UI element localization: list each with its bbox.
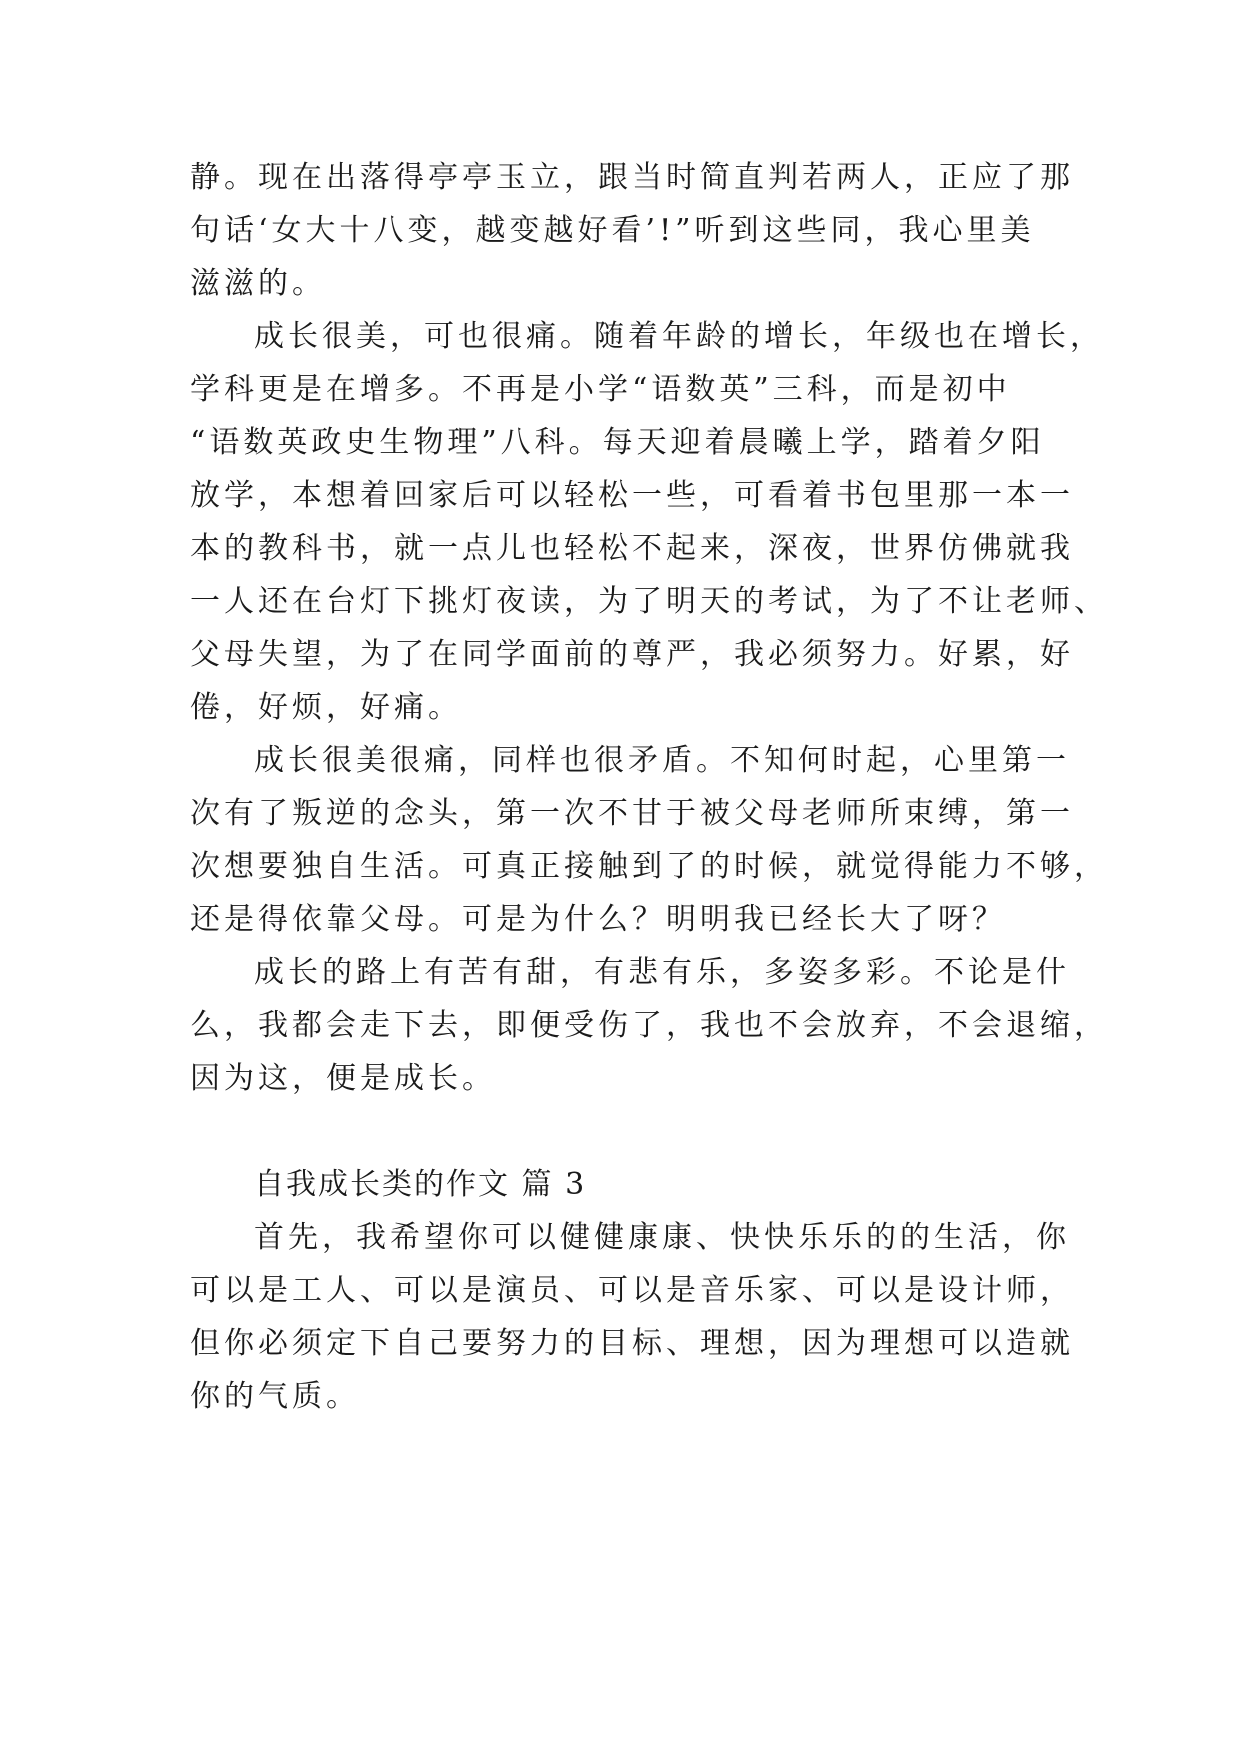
paragraph-3-line-3: 次想要独自生活。可真正接触到了的时候，就觉得能力不够， xyxy=(190,849,1108,884)
paragraph-1-line-1: 静。现在出落得亭亭玉立，跟当时简直判若两人，正应了那 xyxy=(190,160,1074,195)
paragraph-4-line-3: 因为这，便是成长。 xyxy=(190,1061,496,1096)
paragraph-2-line-3: “语数英政史生物理”八科。每天迎着晨曦上学，踏着夕阳 xyxy=(190,425,1045,460)
paragraph-2-line-2: 学科更是在增多。不再是小学“语数英”三科，而是初中 xyxy=(190,372,1011,407)
paragraph-1-line-2: 句话‘女大十八变，越变越好看’!”听到这些同，我心里美 xyxy=(190,213,1035,248)
paragraph-2-line-4: 放学，本想着回家后可以轻松一些，可看着书包里那一本一 xyxy=(190,478,1074,513)
paragraph-4-line-2: 么，我都会走下去，即便受伤了，我也不会放弃，不会退缩， xyxy=(190,1008,1108,1043)
paragraph-2-line-7: 父母失望，为了在同学面前的尊严，我必须努力。好累，好 xyxy=(190,637,1074,672)
section-heading: 自我成长类的作文 篇 3 xyxy=(254,1167,587,1202)
paragraph-5-line-1: 首先，我希望你可以健健康康、快快乐乐的的生活，你 xyxy=(254,1220,1070,1255)
paragraph-2-line-1: 成长很美，可也很痛。随着年龄的增长，年级也在增长， xyxy=(254,319,1104,354)
paragraph-1-line-3: 滋滋的。 xyxy=(190,266,326,301)
paragraph-4-line-1: 成长的路上有苦有甜，有悲有乐，多姿多彩。不论是什 xyxy=(254,955,1070,990)
paragraph-3-line-1: 成长很美很痛，同样也很矛盾。不知何时起，心里第一 xyxy=(254,743,1070,778)
paragraph-2-line-6: 一人还在台灯下挑灯夜读，为了明天的考试，为了不让老师、 xyxy=(190,584,1108,619)
paragraph-2-line-5: 本的教科书，就一点儿也轻松不起来，深夜，世界仿佛就我 xyxy=(190,531,1074,566)
paragraph-5-line-2: 可以是工人、可以是演员、可以是音乐家、可以是设计师， xyxy=(190,1273,1074,1308)
paragraph-5-line-3: 但你必须定下自己要努力的目标、理想，因为理想可以造就 xyxy=(190,1326,1074,1361)
paragraph-3-line-2: 次有了叛逆的念头，第一次不甘于被父母老师所束缚，第一 xyxy=(190,796,1074,831)
paragraph-2-line-8: 倦，好烦，好痛。 xyxy=(190,690,462,725)
paragraph-3-line-4: 还是得依靠父母。可是为什么？明明我已经长大了呀？ xyxy=(190,902,1006,937)
paragraph-5-line-4: 你的气质。 xyxy=(190,1379,360,1414)
